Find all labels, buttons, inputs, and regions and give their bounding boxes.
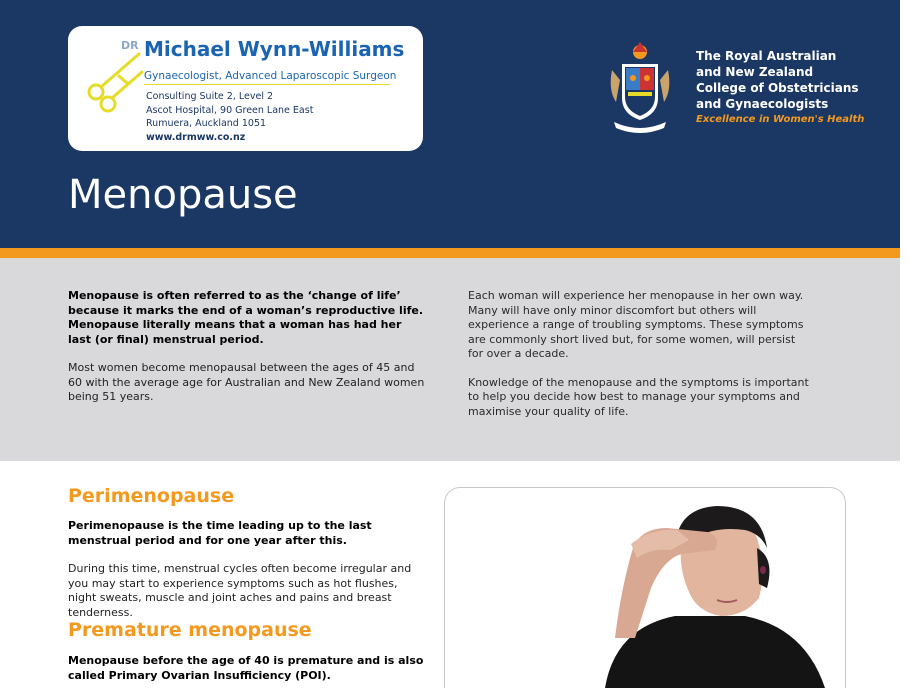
page-edge <box>900 0 908 680</box>
woman-photo-illustration <box>445 488 845 688</box>
surgical-scissors-icon <box>84 46 144 116</box>
woman-headache-photo <box>444 487 846 688</box>
perimenopause-lead: Perimenopause is the time leading up to the last menstrual period and for one year after this. <box>68 519 372 547</box>
doctor-title: Gynaecologist, Advanced Laparoscopic Surgeon <box>144 70 397 82</box>
perimenopause-section <box>68 519 428 634</box>
college-name-line: The Royal Australian <box>696 49 837 63</box>
address-line: Ascot Hospital, 90 Green Lane East <box>146 104 314 116</box>
perimenopause-body: During this time, menstrual cycles often become irregular and you may start to experience symptoms such as hot flushes, night sweats, muscle and joint aches and pains and breast tenderness. <box>68 562 412 619</box>
perimenopause-heading: Perimenopause <box>68 485 235 507</box>
doctor-address <box>146 90 313 144</box>
doctor-name: Michael Wynn-Williams <box>144 37 405 61</box>
orange-divider <box>0 248 900 258</box>
college-name-line: and New Zealand <box>696 65 814 79</box>
intro-lead: Menopause is often referred to as the ‘change of life’ because it marks the end of a woman’s reproductive life. Menopause literally means that a woman has had her last (or final) menstrual period. <box>68 289 424 346</box>
doctor-card <box>68 26 423 151</box>
premature-menopause-section <box>68 654 428 697</box>
address-line: Consulting Suite 2, Level 2 <box>146 91 274 102</box>
college-name-line: College of Obstetricians <box>696 81 859 95</box>
college-name <box>696 48 859 112</box>
intro-paragraph: Knowledge of the menopause and the symptoms is important to help you decide how best to manage your symptoms and maximise your quality of life. <box>468 375 809 418</box>
intro-paragraph: Each woman will experience her menopause in her own way. Many will have only minor discomfort but others will experience a range of troubling symptoms. These symptoms are commonly short lived but, for some women, will persist for over a decade. <box>468 289 804 360</box>
page-title: Menopause <box>68 172 298 218</box>
website-link[interactable]: www.drmww.co.nz <box>146 131 246 143</box>
college-name-line: and Gynaecologists <box>696 97 829 111</box>
address-line: Rumuera, Auckland 1051 <box>146 118 267 129</box>
doctor-prefix: DR <box>121 39 139 52</box>
college-tagline: Excellence in Women's Health <box>696 114 865 125</box>
intro-right-column <box>468 289 813 433</box>
title-underline <box>144 84 390 85</box>
intro-body: Most women become menopausal between the ages of 45 and 60 with the average age for Australian and New Zealand women being 51 years. <box>68 361 425 403</box>
premature-menopause-heading: Premature menopause <box>68 619 312 641</box>
college-crest-icon <box>606 40 674 136</box>
premature-menopause-lead: Menopause before the age of 40 is premature and is also called Primary Ovarian Insufficiency (POI). <box>68 654 424 682</box>
intro-left-column <box>68 289 426 419</box>
